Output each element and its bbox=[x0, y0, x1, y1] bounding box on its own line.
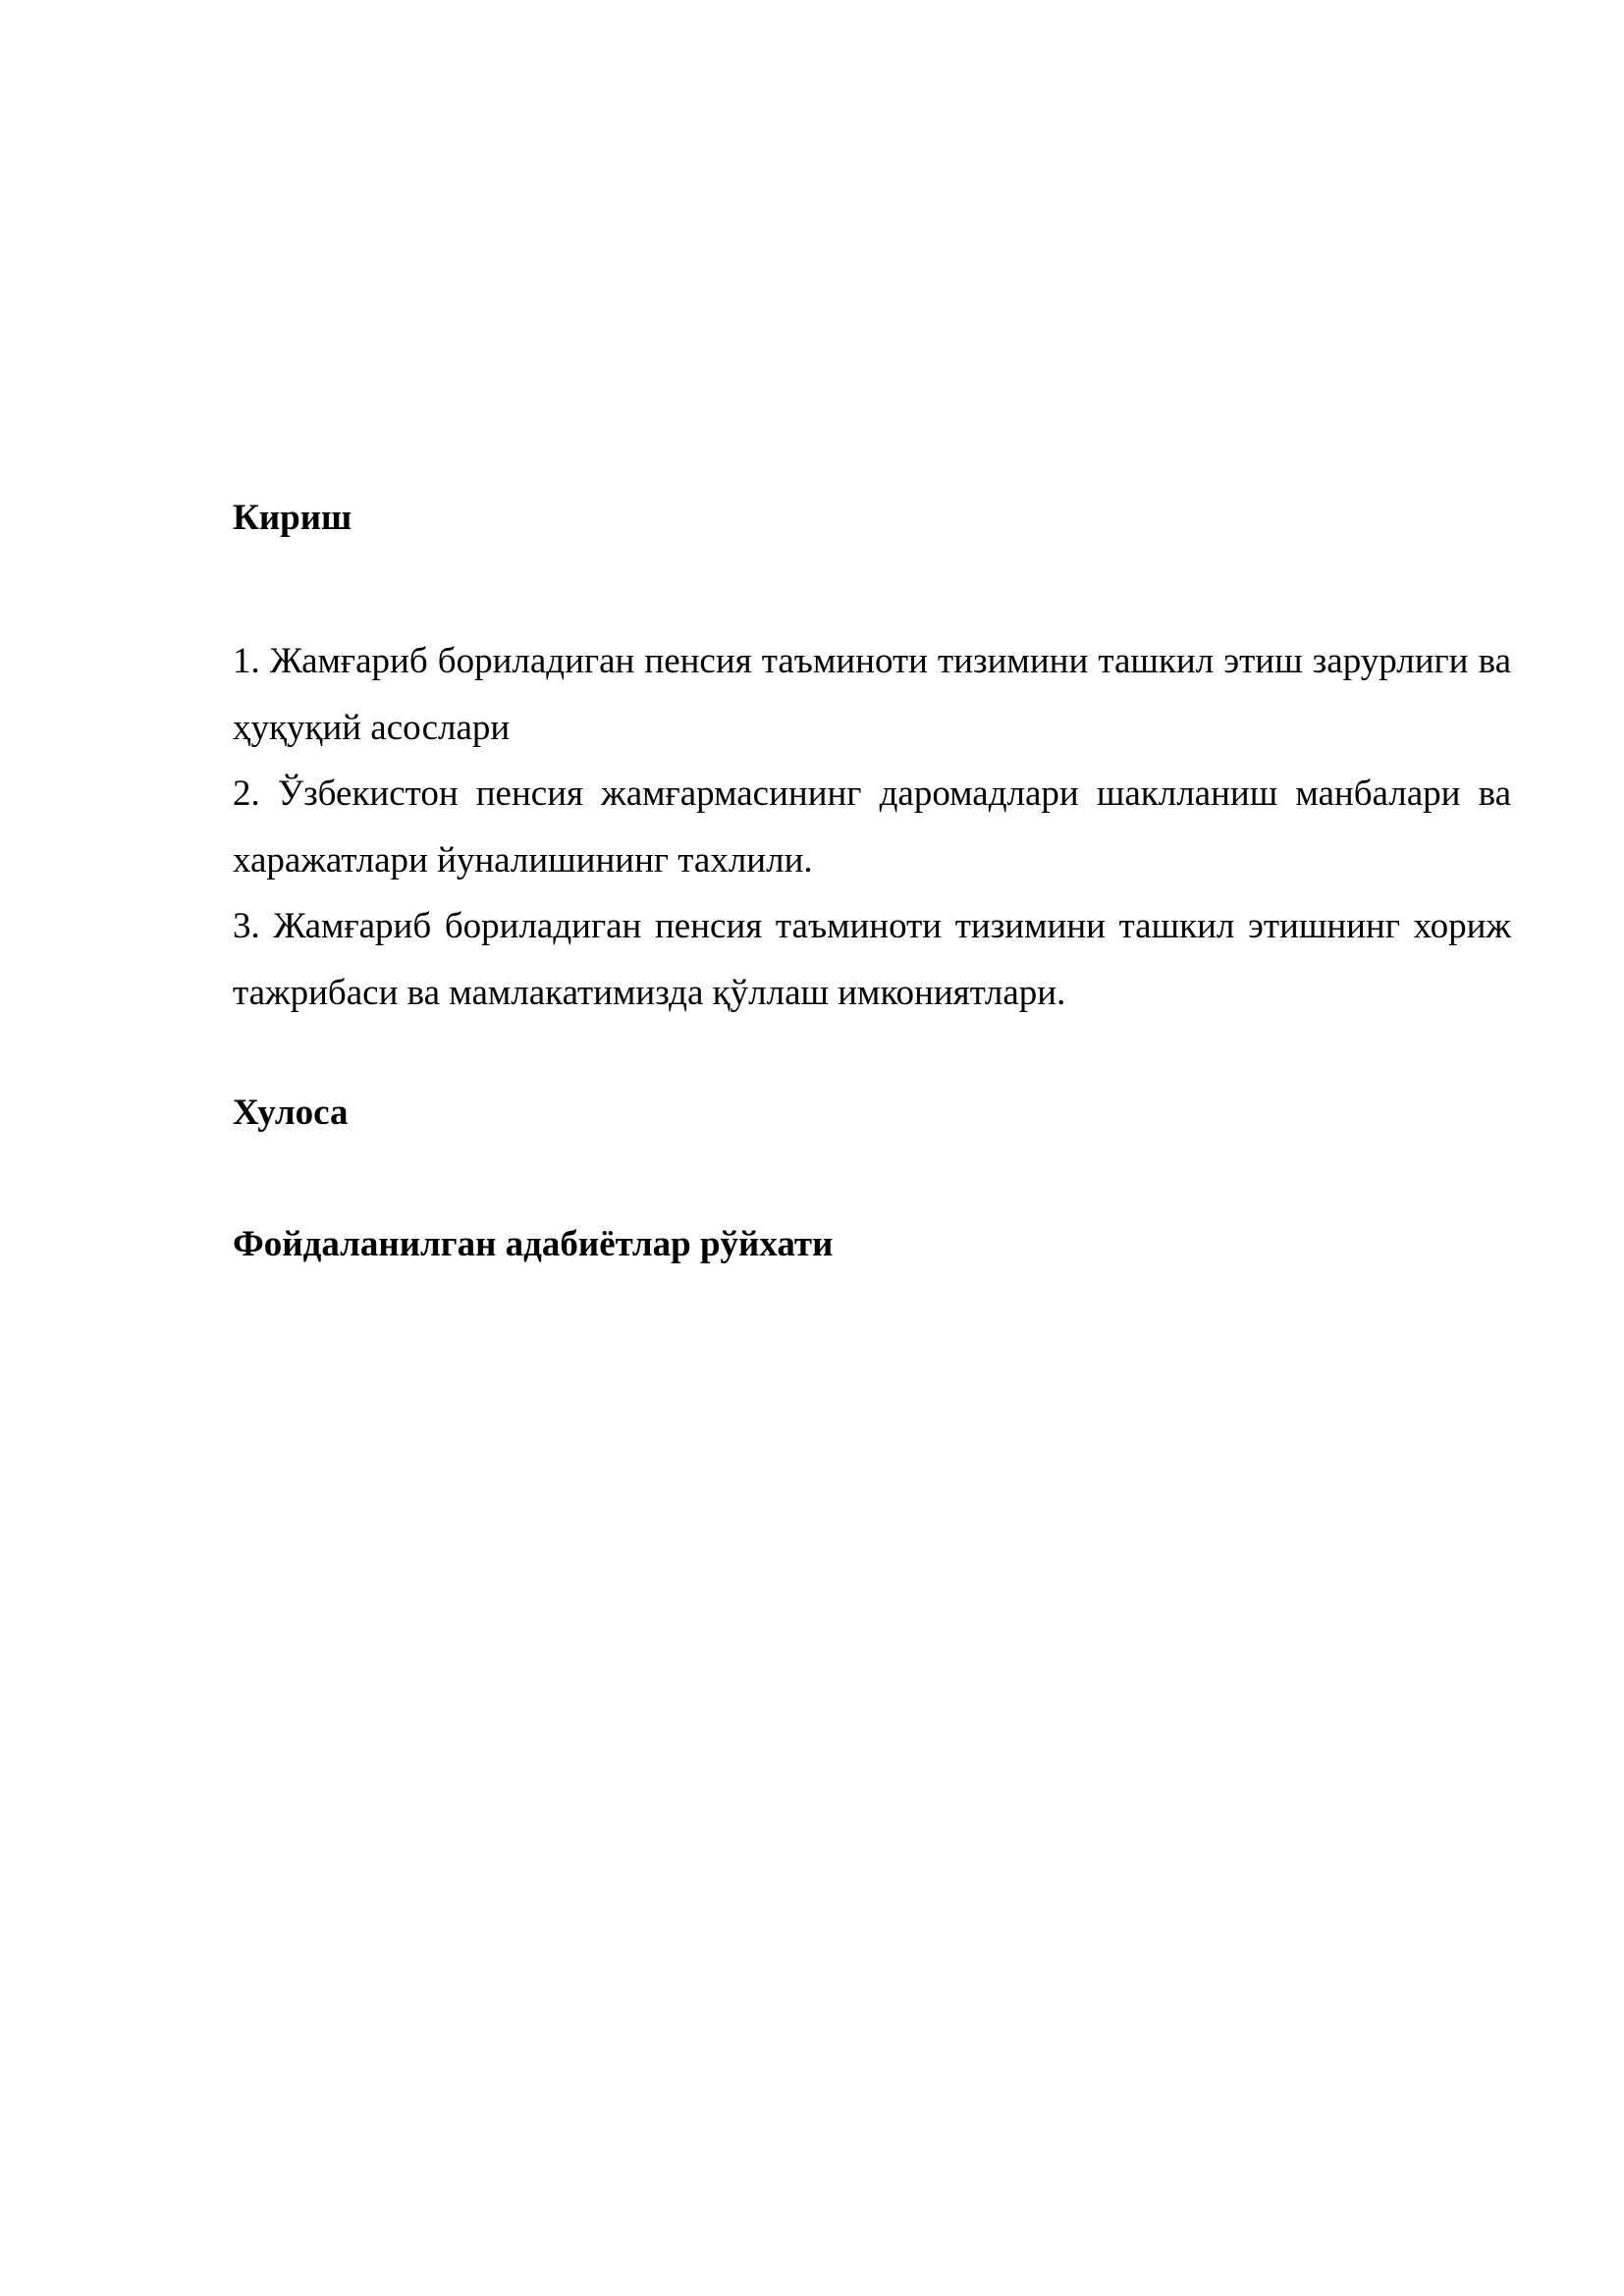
chapter-item-1: 1. Жамғариб бориладиган пенсия таъминоти тизимини ташкил этиш зарурлиги ва ҳуқуқий асослари bbox=[233, 641, 1511, 748]
heading-introduction: Кириш bbox=[233, 498, 352, 538]
chapter-item-2: 2. Ўзбекистон пенсия жамғармасининг даромадлари шаклланиш манбалари ва харажатлари йуналишининг тахлили. bbox=[233, 774, 1511, 881]
chapter-list bbox=[233, 628, 1511, 1026]
heading-conclusion: Хулоса bbox=[233, 1093, 349, 1133]
heading-references: Фойдаланилган адабиётлар рўйхати bbox=[233, 1224, 834, 1264]
chapter-item-3: 3. Жамғариб бориладиган пенсия таъминоти тизимини ташкил этишнинг хориж тажрибаси ва мамлакатимизда қўллаш имкониятлари. bbox=[233, 906, 1511, 1013]
